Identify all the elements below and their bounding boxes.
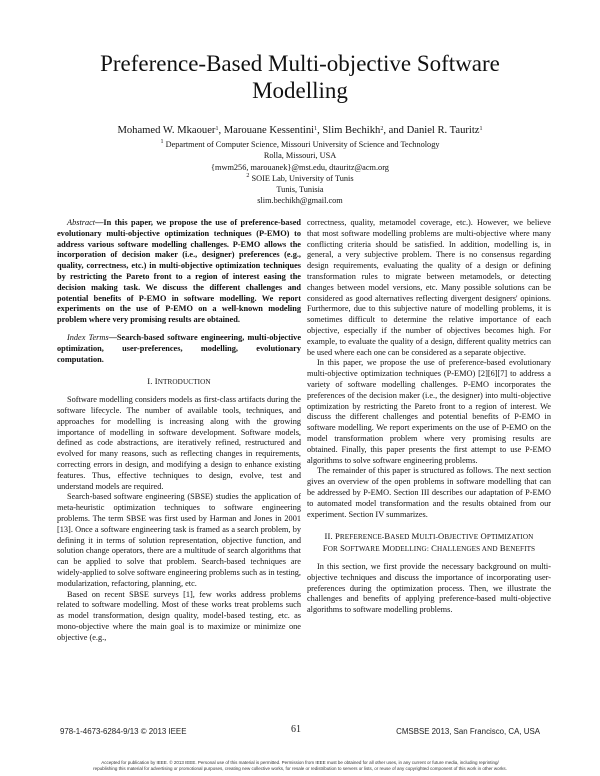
section-2-heading <box>307 531 551 555</box>
author-3: Slim Bechikh <box>322 125 381 136</box>
intro-paragraph-1: Software modelling considers models as first-class artifacts during the software lifecycle. The number of available tools, techniques, and approaches for modelling is increasing along with the growing importance of modelling in software development. Software models, defined as code abstractions, are iteratively refined, restructured and evolved for many reasons, such as reflecting changes in requirements, correcting errors in design, and modifying a design to enhance existing features. Thus, effective techniques to design, evolve, test and understand models are required. <box>57 395 301 491</box>
s2-w3b: ULTI- <box>419 533 439 542</box>
s2-w6a: F <box>322 543 328 554</box>
s2-w5a: O <box>480 531 487 542</box>
footer-isbn: 978-1-4673-6284-9/13 © 2013 IEEE <box>60 727 187 736</box>
author-2: Marouane Kessentini <box>223 125 315 136</box>
copyright-line-2: republishing this material for advertising or promotional purposes, creating new collective works, for resale or redistribution to servers or lists, or reuse of any copyrighted component of this work in other works. <box>93 765 507 771</box>
author-4-sup: 1 <box>479 126 483 132</box>
author-1: Mohamed W. Mkaouer <box>117 125 216 136</box>
s2-w2b: ASED <box>390 533 410 542</box>
affil-2-text: SOIE Lab, University of Tunis <box>251 173 354 183</box>
s2-w10b: ENEFITS <box>505 545 536 554</box>
author-2-sup: 1 <box>314 126 318 132</box>
intro-paragraph-2: Search-based software engineering (SBSE) studies the application of meta-heuristic optimization techniques to software engineering problems. The term SBSE was first used by Harman and Jones in 2001 [13]. Once a software engineering task is framed as a search problem, by defining it in terms of solution representation, objective function, and solution change operators, there are a multitude of search algorithms that can be applied to solve that problem. Search-based techniques are widely-applied to solve software engineering problems such as in testing, modularization, refactoring, planning, etc. <box>57 492 301 588</box>
affil-line-1 <box>60 139 540 150</box>
title-line-1: Preference-Based Multi-objective Software <box>100 51 500 76</box>
right-column <box>307 218 551 616</box>
intro-paragraph-3: Based on recent SBSE surveys [1], few works address problems related to software modelling. Most of these works treat problems such as model transformation, design quality, model-based testing, etc. as mono-objective where the main goal is to maximize or minimize one objective (e.g., <box>57 589 301 642</box>
s2-w10a: B <box>499 543 506 554</box>
affil-1-text: Department of Computer Science, Missouri University of Science and Technology <box>165 140 440 149</box>
section-1-num: I. <box>147 376 153 387</box>
affil-line-4 <box>60 173 540 184</box>
left-column <box>57 218 301 643</box>
section-2-paragraph-1: In this section, we first provide the necessary background on multi-objective techniques and discuss the importance of incorporating user-preferences during the optimization process. Then, we illustrate the challenges and benefits of applying preference-based multi-objective algorithms to software modelling problems. <box>307 561 551 615</box>
intro-paragraph-6: The remainder of this paper is structured as follows. The next section gives an overview of the open problems in software modelling that can be addressed by P-EMO. Section III describes our adaptation of P-EMO to automated model transformation and the results obtained from our experiment. Section IV summarizes. <box>307 466 551 519</box>
s2-num: II. <box>324 531 333 542</box>
s2-w5b: PTIMIZATION <box>486 533 534 542</box>
s2-w3a: M <box>411 531 420 542</box>
index-terms-dash: — <box>108 332 117 342</box>
intro-paragraph-5: In this paper, we propose the use of preference-based evolutionary multi-objective optimization techniques (P-EMO) [2][6][7] to address a variety of software modelling challenges. P-EMO incorporates the preferences of the decision maker (i.e., the designer) into multi-objective optimization by restricting the Pareto front to a region of interest. We discuss the different challenges and potential benefits of P-EMO in software modelling. We report experiments on the use of P-EMO on the model transformation problem where very promising results are obtained. Finally, this paper presents the first attempt to use P-EMO algorithms to solve software engineering problems. <box>307 358 551 465</box>
affil-line-3: {mwm256, marouanek}@mst.edu, dtauritz@acm.org <box>211 162 389 172</box>
s2-w7b: OFTWARE <box>345 545 380 554</box>
abstract <box>57 218 301 326</box>
index-terms <box>57 333 301 365</box>
title-line-2: Modelling <box>252 78 348 103</box>
affil-2-sup: 2 <box>246 172 250 179</box>
affiliations <box>60 139 540 207</box>
section-1-heading <box>57 376 301 388</box>
s2-w2a: B <box>384 531 391 542</box>
section-1-rest: NTRODUCTION <box>157 378 211 387</box>
s2-w1a: P <box>334 531 340 542</box>
author-4: and Daniel R. Tauritz <box>388 125 480 136</box>
intro-paragraph-4: correctness, quality, metamodel coverage, etc.). However, we believe that most software modelling problems are multi-objective where many conflicting criteria should be satisfied. In addition, modelling is, in general, a very subjective problem. There is no consensus regarding design requirements, evaluating the quality of a design or defining transformation rules to migrate between metamodels, or detecting changes between model versions, etc. Many possible solutions can be considered as good alternatives reflecting divergent designers' opinions. Furthermore, due to this subjective nature of modelling problems, it is sometimes difficult to determine the relative importance of each objective, especially if the number of objectives becomes high. For example, to evaluate the quality of a design, different quality metrics can be used where each one can be considered as a separate objective. <box>307 218 551 357</box>
s2-w6b: OR <box>327 545 338 554</box>
s2-w8a: M <box>381 543 390 554</box>
section-1-first: I <box>154 376 158 387</box>
affil-line-5: Tunis, Tunisia <box>276 185 324 195</box>
s2-w8b: ODELLING: <box>389 545 429 554</box>
page-number: 61 <box>291 724 301 735</box>
s2-w9b: HALLENGES AND <box>437 545 498 554</box>
s2-w4a: O <box>438 531 445 542</box>
affil-line-2: Rolla, Missouri, USA <box>263 151 337 161</box>
copyright-line-1: Accepted for publication by IEEE. © 2013 IEEE. Personal use of this material is permitted. Permission from IEEE must be obtained for all other uses, in any current or future media, including reprinting/ <box>101 760 499 765</box>
s2-w9a: C <box>431 543 438 554</box>
s2-w4b: BJECTIVE <box>444 533 479 542</box>
index-terms-label: Index Terms <box>67 332 109 342</box>
footer-venue: CMSBSE 2013, San Francisco, CA, USA <box>396 727 540 736</box>
author-list: Mohamed W. Mkaouer$^1$, Marouane Kessentini$^1$, Slim Bechikh$^2$, and Daniel R. Tauritz$^1$ <box>117 125 483 136</box>
copyright-notice <box>4 760 596 771</box>
author-1-sup: 1 <box>215 126 219 132</box>
abstract-text: In this paper, we propose the use of preference-based evolutionary multi-objective optimization techniques (P-EMO) to address various software modelling challenges. P-EMO allows the incorporation of decision maker (i.e., designer) preferences (e.g., quality, correctness, etc.) in multi-objective optimization techniques by restricting the Pareto front to a region of interest easing the decision making task. We discuss the different challenges and potential benefits of P-EMO in software modelling. We report experiments on the use of P-EMO on a well-known modeling problem where very promising results are obtained. <box>57 218 301 325</box>
index-terms-text: Search-based software engineering, multi-objective optimization, user-preferences, modelling, evolutionary computation. <box>57 332 301 364</box>
affil-1-sup: 1 <box>160 139 164 145</box>
abstract-dash: — <box>95 218 104 227</box>
paper-title <box>60 50 540 104</box>
s2-w1b: REFERENCE- <box>339 533 385 542</box>
author-3-sup: 2 <box>380 126 384 132</box>
s2-w7a: S <box>340 543 346 554</box>
affil-line-6: slim.bechikh@gmail.com <box>257 196 343 206</box>
abstract-label: Abstract <box>67 218 96 227</box>
